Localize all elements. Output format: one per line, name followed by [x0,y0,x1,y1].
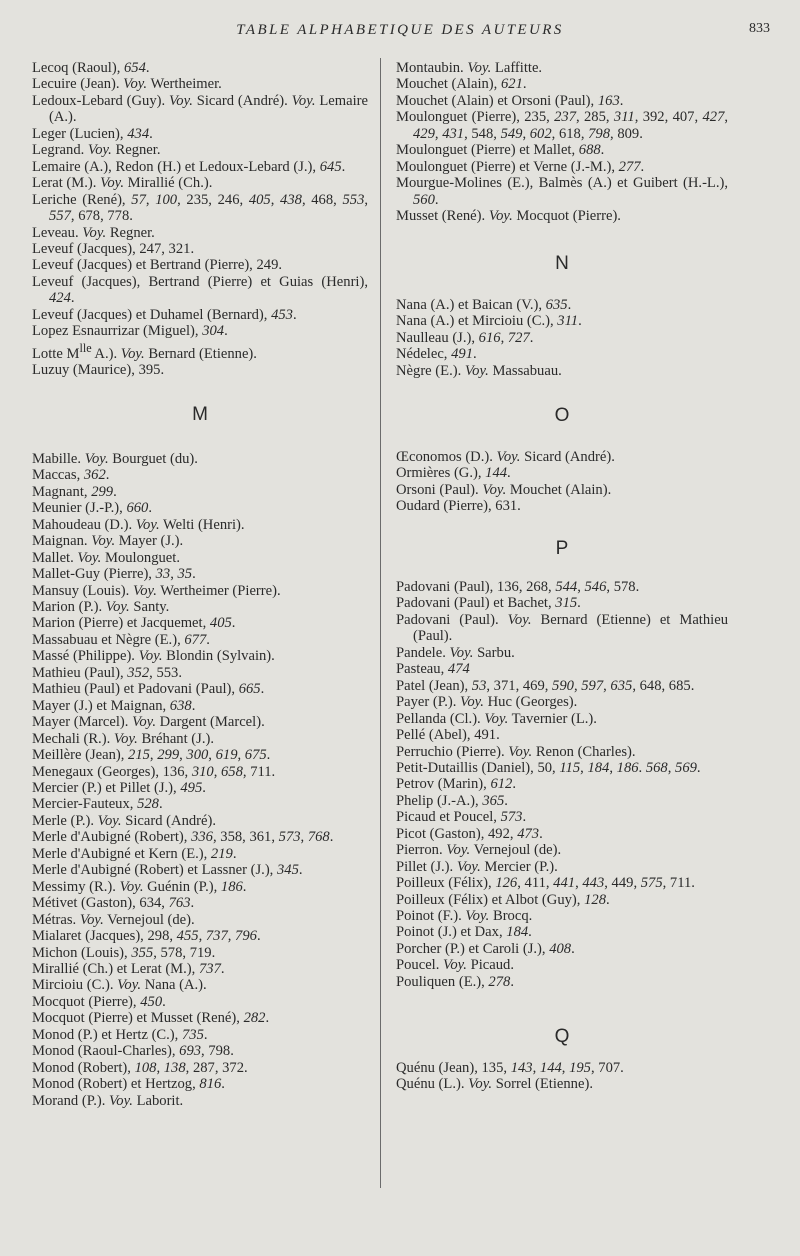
letter-heading-o: O [554,405,570,427]
entries-o [396,449,728,515]
index-entry: Orsoni (Paul). Voy. Mouchet (Alain). [396,481,612,498]
index-entry: Leriche (René), 57, 100, 235, 246, 405, 438, 468, 553, 557, 678, 778. [32,191,369,225]
index-entry: Petrov (Marin), 612. [396,776,516,793]
index-entry: Pellé (Abel), 491. [396,727,500,744]
index-entry: Mallet. Voy. Moulonguet. [32,549,180,566]
entries-l [32,60,368,378]
index-entry: Poilleux (Félix), 126, 411, 441, 443, 449, 575, 711. [396,875,695,892]
index-entry: Michon (Louis), 355, 578, 719. [32,944,216,961]
index-entry: Quénu (Jean), 135, 143, 144, 195, 707. [396,1059,624,1076]
index-entry: Pillet (J.). Voy. Mercier (P.). [396,858,558,875]
letter-heading-n: N [555,252,569,274]
index-entry: Marion (Pierre) et Jacquemet, 405. [32,615,236,632]
index-entry: Merle d'Aubigné (Robert) et Lassner (J.), 345. [32,862,303,879]
index-entry: Mirallié (Ch.) et Lerat (M.), 737. [32,960,225,977]
index-entry: Padovani (Paul) et Bachet, 315. [396,595,581,612]
left-column [32,60,368,1109]
index-entry: Mialaret (Jacques), 298, 455, 737, 796. [32,928,261,945]
index-entry: Mechali (R.). Voy. Bréhant (J.). [32,730,214,747]
index-entry: Padovani (Paul), 136, 268, 544, 546, 578. [396,578,640,595]
index-entry: Mabille. Voy. Bourguet (du). [32,450,198,467]
index-entry: Mathieu (Paul) et Padovani (Paul), 665. [32,681,265,698]
letter-heading-p: P [555,537,569,559]
index-entry: Padovani (Paul). Voy. Bernard (Etienne) et Mathieu (Paul). [396,611,728,645]
column-divider [380,58,381,1188]
section-gap [396,1046,728,1060]
section-gap [396,379,728,408]
index-entry: Marion (P.). Voy. Santy. [32,599,170,615]
index-entry: Lotte $M^{lle}$ A.). Voy. Bernard (Etienne). [32,340,257,362]
index-entry: Mayer (J.) et Maignan, 638. [32,697,196,714]
index-entry: Nègre (E.). Voy. Massabuau. [396,362,562,379]
index-entry: Perruchio (Pierre). Voy. Renon (Charles). [396,743,636,760]
index-entry: Leveau. Voy. Regner. [32,224,155,241]
index-entry: Picot (Gaston), 492, 473. [396,825,543,842]
index-entry: Merle (P.). Voy. Sicard (André). [32,812,217,829]
entries-p [396,579,728,990]
index-entry: Monod (Robert) et Hertzog, 816. [32,1076,225,1093]
page-number: 833 [749,21,770,36]
index-entry: Meunier (J.-P.), 660. [32,500,152,517]
index-entry: Poinot (F.). Voy. Brocq. [396,908,533,925]
index-entry: Mocquot (Pierre) et Musset (René), 282. [32,1010,270,1027]
index-entry: Naulleau (J.), 616, 727. [396,329,534,346]
index-entry: Legrand. Voy. Regner. [32,142,161,159]
index-entry: Merle d'Aubigné et Kern (E.), 219. [32,845,237,862]
index-entry: Pellanda (Cl.). Voy. Tavernier (L.). [396,710,597,727]
entries-m [32,451,368,1109]
index-entry: Mayer (Marcel). Voy. Dargent (Marcel). [32,714,265,731]
section-gap [396,425,728,449]
index-entry: Payer (P.). Voy. Huc (Georges). [396,694,578,711]
index-entry: Lopez Esnaurrizar (Miguel), 304. [32,323,228,340]
index-entry: Poilleux (Félix) et Albot (Guy), 128. [396,891,610,908]
index-entry: Leveuf (Jacques), 247, 321. [32,240,195,257]
index-entry: Mouchet (Alain) et Orsoni (Paul), 163. [396,92,624,109]
right-column [396,60,728,1093]
index-entry: Lerat (M.). Voy. Mirallié (Ch.). [32,175,213,192]
index-entry: Leveuf (Jacques) et Duhamel (Bernard), 453. [32,306,297,323]
running-header-title: TABLE ALPHABETIQUE DES AUTEURS [236,22,564,38]
index-entry: Poucel. Voy. Picaud. [396,957,514,974]
index-entry: Métras. Voy. Vernejoul (de). [32,911,195,928]
index-entry: Porcher (P.) et Caroli (J.), 408. [396,940,575,957]
index-entry: Massabuau et Nègre (E.), 677. [32,631,210,648]
index-entry: Mourgue-Molines (E.), Balmès (A.) et Guibert (H.-L.), 560. [396,175,728,208]
index-entry: Métivet (Gaston), 634, 763. [32,895,195,912]
index-entry: Leveuf (Jacques), Bertrand (Pierre) et Guias (Henri), 424. [32,273,368,307]
index-entry: Mahoudeau (D.). Voy. Welti (Henri). [32,516,245,533]
index-entry: Merle d'Aubigné (Robert), 336, 358, 361, 573, 768. [32,829,334,846]
index-entry: Meillère (Jean), 215, 299, 300, 619, 675. [32,747,271,764]
index-entry: Mansuy (Louis). Voy. Wertheimer (Pierre). [32,582,281,599]
index-entry: Maignan. Voy. Mayer (J.). [32,533,184,550]
index-entry: Ledoux-Lebard (Guy). Voy. Sicard (André). Voy. Lemaire (A.). [32,92,369,126]
section-gap [396,557,728,579]
index-entry: Petit-Dutaillis (Daniel), 50, 115, 184, 186. 568, 569. [396,759,701,776]
index-entry: Pouliquen (E.), 278. [396,973,514,990]
index-entry: Nédelec, 491. [396,346,477,363]
index-entry: Moulonguet (Pierre) et Verne (J.-M.), 277. [396,158,645,175]
index-entry: Messimy (R.). Voy. Guénin (P.), 186. [32,878,247,895]
index-entry: Patel (Jean), 53, 371, 469, 590, 597, 635, 648, 685. [396,677,695,694]
letter-heading-m: M [192,404,208,426]
index-entry: Menegaux (Georges), 136, 310, 658, 711. [32,763,276,780]
section-gap [396,990,728,1029]
section-gap [396,225,728,256]
index-entry: Mocquot (Pierre), 450. [32,993,166,1010]
index-entry: Picaud et Poucel, 573. [396,809,527,826]
index-entry: Moulonguet (Pierre) et Mallet, 688. [396,142,605,159]
letter-heading-q: Q [554,1026,570,1048]
index-entry: Morand (P.). Voy. Laborit. [32,1092,184,1109]
entries-q [396,1060,728,1093]
index-entry: Monod (Robert), 108, 138, 287, 372. [32,1059,248,1076]
index-entry: Monod (Raoul-Charles), 693, 798. [32,1043,234,1060]
index-entry: Phelip (J.-A.), 365. [396,792,508,809]
index-entry: Monod (P.) et Hertz (C.), 735. [32,1026,208,1043]
index-entry: Moulonguet (Pierre), 235, 237, 285, 311, 392, 407, 427, 429, 431, 548, 549, 602, 618, 798, 809. [396,109,729,142]
index-entry: Oudard (Pierre), 631. [396,498,521,515]
entries-n [396,297,728,379]
index-entry: Mircioiu (C.). Voy. Nana (A.). [32,977,207,994]
entries-m-continued [396,60,728,225]
index-entry: Montaubin. Voy. Laffitte. [396,60,543,76]
index-entry: Maccas, 362. [32,467,110,484]
section-gap [396,272,728,297]
index-entry: Mallet-Guy (Pierre), 33, 35. [32,566,196,583]
index-entry: Leger (Lucien), 434. [32,125,153,142]
index-entry: Mercier-Fauteux, 528. [32,796,163,813]
index-entry: Magnant, 299. [32,483,117,500]
index-entry: Lemaire (A.), Redon (H.) et Ledoux-Lebard (J.), 645. [32,158,346,175]
index-entry: Lecuire (Jean). Voy. Wertheimer. [32,76,222,93]
index-entry: Quénu (L.). Voy. Sorrel (Etienne). [396,1076,593,1093]
index-entry: Mercier (P.) et Pillet (J.), 495. [32,779,206,796]
index-entry: Leveuf (Jacques) et Bertrand (Pierre), 249. [32,257,283,274]
index-entry: Œconomos (D.). Voy. Sicard (André). [396,448,615,465]
index-entry: Nana (A.) et Baican (V.), 635. [396,296,572,313]
index-entry: Poinot (J.) et Dax, 184. [396,924,532,941]
section-gap [32,424,368,451]
index-entry: Ormières (G.), 144. [396,465,511,482]
index-entry: Mathieu (Paul), 352, 553. [32,664,182,681]
index-entry: Pierron. Voy. Vernejoul (de). [396,842,562,859]
section-gap [32,378,368,407]
index-entry: Lecoq (Raoul), 654. [32,60,150,76]
index-entry: Pasteau, 474 [396,661,470,678]
index-entry: Luzuy (Maurice), 395. [32,362,165,379]
section-gap [396,515,728,541]
index-entry: Mouchet (Alain), 621. [396,76,527,93]
index-entry: Nana (A.) et Mircioiu (C.), 311. [396,313,582,330]
index-entry: Massé (Philippe). Voy. Blondin (Sylvain). [32,648,275,665]
index-entry: Pandele. Voy. Sarbu. [396,644,515,661]
index-entry: Musset (René). Voy. Mocquot (Pierre). [396,208,621,225]
